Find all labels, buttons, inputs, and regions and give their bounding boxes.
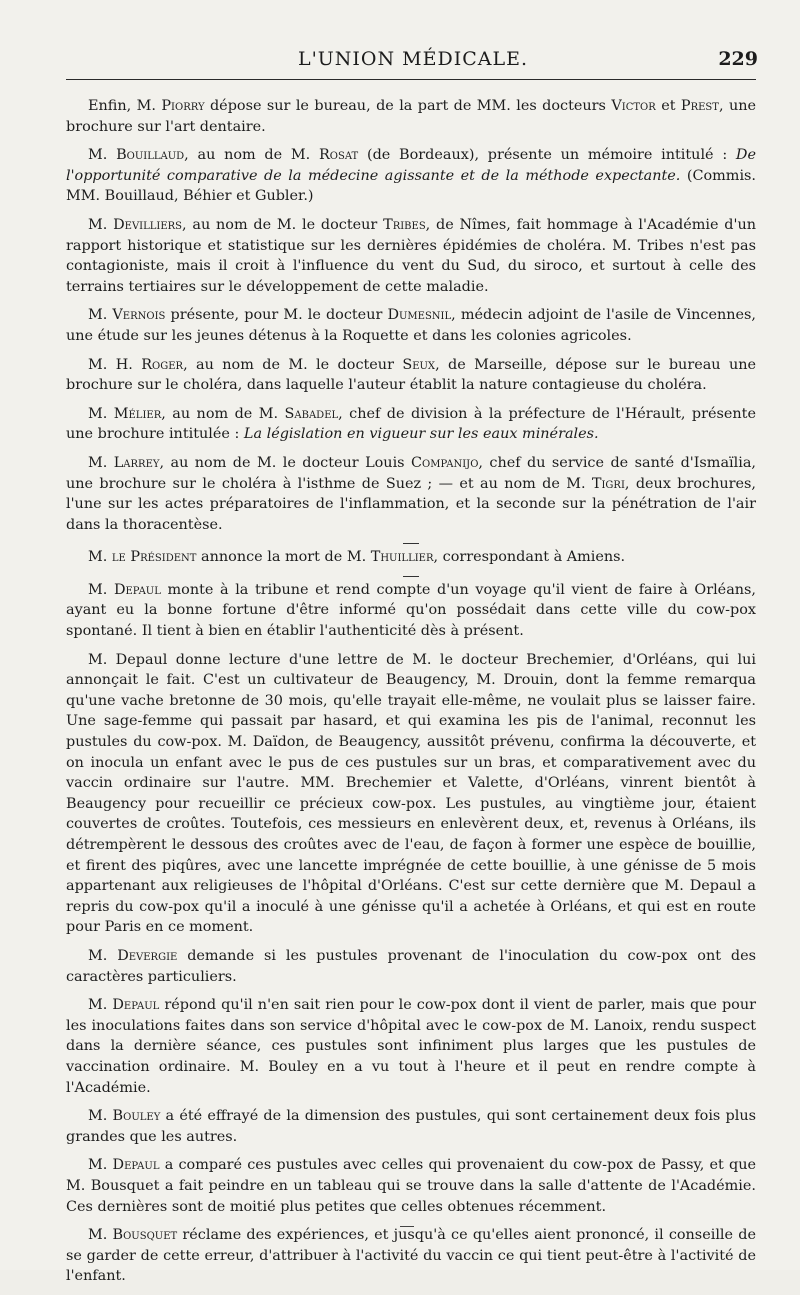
text-segment: , au nom de M. le docteur Louis: [159, 454, 411, 471]
text-segment: et: [655, 98, 681, 114]
running-title: L'UNION MÉDICALE.: [297, 48, 529, 70]
header-rule: [66, 79, 756, 80]
paragraph-p6: [66, 404, 756, 445]
italic-title: De l'opportunité comparative de la médecine agissante et de la méthode expectante.: [66, 147, 756, 184]
text-segment: , de Marseille, dépose sur le bureau une brochure sur le choléra, dans laquelle l'auteur établit la nature contagieuse du choléra.: [66, 356, 757, 394]
person-name: Devilliers: [113, 216, 183, 233]
person-name: le Président: [111, 549, 197, 566]
text-segment: , chef de division à la préfecture de l'Hérault, présente une brochure intitulée :: [66, 405, 756, 443]
text-segment: M.: [88, 549, 112, 566]
text-segment: répond qu'il n'en sait rien pour le cow-pox dont il vient de parler, mais que pour les inoculations faites dans son service d'hôpital avec le cow-pox de M. Lanoix, rendu suspect dans la dernière séance, ces pustules sont infiniment plus larges que les pustules de vaccination ordinaire. M. Bouley en a vu tout à l'heure et il peut en rendre compte à l'Académie.: [66, 997, 756, 1096]
text-segment: , au nom de M. le docteur: [182, 216, 384, 233]
person-name: Prest: [680, 98, 719, 114]
person-name: Bousquet: [112, 1227, 178, 1244]
text-segment: , deux brochures, l'une sur les actes préparatoires de l'inflammation, et la seconde sur la pénétration de l'air dans la thoracentèse.: [66, 475, 756, 533]
paragraph-p8: [66, 547, 756, 568]
paragraph-p13: [66, 1106, 756, 1147]
text-segment: M. Depaul donne lecture d'une lettre de M. le docteur Brechemier, d'Orléans, qui lui annonçait le fait. C'est un cultivateur de Beaugency, M. Drouin, dont la femme remarqua qu'une vache bretonne de 30 mois, qu'elle trayait elle-même, ne voulait plus se laisser faire. Une sage-femme qui passait par hasard, et qui examina les pis de l'animal, reconnut les pustules du cow-pox. M. Daïdon, de Beaugency, aussitôt prévenu, confirma la découverte, et on inocula un enfant avec le pus de ces pustules sur un bras, et comparativement avec du vaccin ordinaire sur l'autre. MM. Brechemier et Valette, d'Orléans, vinrent bientôt à Beaugency pour recueillir ce précieux cow-pox. Les pustules, au vingtième jour, étaient couvertes de croûtes. Toutefois, ces messieurs en enlevèrent deux, et, revenus à Orléans, ils détrempèrent le dessous des croûtes avec de l'eau, de façon à former une espèce de bouillie, et firent des piqûres, avec une lancette imprégnée de cette bouillie, à une génisse de 5 mois appartenant aux religieuses de l'hôpital d'Orléans. C'est sur cette dernière que M. Depaul a repris du cow-pox qu'il a inoculé à une génisse qu'il a achetée à Orléans, et qui est en route pour Paris en ce moment.: [66, 651, 756, 936]
text-segment: (de Bordeaux), présente un mémoire intitulé :: [358, 147, 736, 164]
person-name: Rosat: [318, 147, 359, 164]
text-segment: M.: [88, 1157, 113, 1174]
text-segment: , correspondant à Amiens.: [433, 549, 626, 566]
person-name: Piorry: [161, 98, 205, 114]
text-segment: M.: [88, 405, 114, 422]
page-number: 229: [718, 48, 758, 70]
person-name: Seux: [402, 356, 436, 373]
person-name: Tribes: [383, 216, 426, 233]
person-name: Larrey: [113, 454, 160, 471]
paragraph-p4: [66, 305, 756, 346]
paragraph-p2: [66, 145, 756, 207]
person-name: Sabadel: [284, 405, 339, 422]
text-segment: réclame des expériences, et jusqu'à ce qu'elles aient prononcé, il conseille de se garder de cette erreur, d'attribuer à l'activité du vaccin ce qui tient peut-être à l'activité de l'enfant.: [66, 1227, 756, 1285]
text-segment: M.: [88, 307, 113, 324]
person-name: Vernois: [112, 307, 166, 324]
person-name: Depaul: [112, 1157, 160, 1174]
text-segment: M.: [88, 216, 114, 233]
text-segment: M.: [88, 454, 114, 471]
person-name: Tigri: [591, 475, 625, 492]
text-segment: dépose sur le bureau, de la part de MM. les docteurs: [204, 98, 612, 114]
paragraph-p1: [66, 96, 756, 137]
person-name: Roger: [141, 356, 184, 373]
paragraph-p9: [66, 580, 756, 642]
text-segment: , chef du service de santé d'Ismaïlia, une brochure sur le choléra à l'isthme de Suez ; — et au nom de M.: [66, 454, 756, 492]
text-segment: M.: [88, 997, 113, 1014]
text-segment: monte à la tribune et rend compte d'un voyage qu'il vient de faire à Orléans, ayant eu la bonne fortune d'être informé qu'on possédait dans cette ville du cow-pox spontané. Il tient à bien en établir l'authenticité dès à présent.: [66, 581, 757, 640]
text-segment: M.: [88, 947, 118, 964]
italic-title: La législation en vigueur sur les eaux minérales.: [243, 426, 599, 443]
person-name: Bouley: [112, 1108, 161, 1125]
bottom-mark: [400, 1226, 414, 1227]
text-segment: , au nom de M.: [161, 405, 285, 422]
person-name: Depaul: [113, 581, 161, 598]
text-segment: M.: [88, 581, 114, 598]
person-name: Depaul: [112, 997, 160, 1014]
text-segment: M. H.: [88, 356, 142, 373]
text-segment: , au nom de M. le docteur: [183, 356, 403, 373]
text-segment: , médecin adjoint de l'asile de Vincennes, une étude sur les jeunes détenus à la Roquette et dans les colonies agricoles.: [66, 307, 756, 344]
text-segment: (Commis. MM. Bouillaud, Béhier et Gubler.): [66, 167, 757, 205]
section-separator: [403, 543, 419, 544]
person-name: Companijo: [411, 454, 479, 471]
text-segment: , une brochure sur l'art dentaire.: [66, 98, 756, 135]
text-segment: présente, pour M. le docteur: [165, 307, 388, 324]
person-name: Thuillier: [370, 549, 434, 566]
text-segment: M.: [88, 147, 117, 164]
paragraph-p12: [66, 995, 756, 1098]
text-segment: M.: [88, 1227, 113, 1244]
paragraph-p11: [66, 946, 756, 987]
text-segment: Enfin, M.: [88, 98, 162, 114]
person-name: Mélier: [113, 405, 162, 422]
paragraph-p15: [66, 1225, 756, 1287]
page-header: [66, 44, 760, 80]
text-segment: M.: [88, 1108, 113, 1125]
text-segment: a été effrayé de la dimension des pustules, qui sont certainement deux fois plus grandes que les autres.: [66, 1108, 757, 1145]
paragraph-p14: [66, 1155, 756, 1217]
person-name: Victor: [611, 98, 656, 114]
paragraph-p5: [66, 355, 756, 396]
paragraph-p10: [66, 650, 756, 938]
section-separator: [403, 576, 419, 577]
text-segment: a comparé ces pustules avec celles qui provenaient du cow-pox de Passy, et que M. Bousquet a fait peindre en un tableau qui se trouve dans la salle d'attente de l'Académie. Ces dernières sont de moitié plus petites que celles obtenues récemment.: [66, 1157, 756, 1215]
text-segment: annonce la mort de M.: [196, 549, 371, 566]
person-name: Bouillaud: [116, 147, 185, 164]
paragraph-p7: [66, 453, 756, 535]
paragraph-p3: [66, 215, 756, 297]
text-segment: , de Nîmes, fait hommage à l'Académie d'un rapport historique et statistique sur les dernières épidémies de choléra. M. Tribes n'est pas contagioniste, mais il croit à l'influence du vent du Sud, du siroco, et surtout à celle des terrains tertiaires sur le développement de cette maladie.: [66, 216, 756, 295]
article-body: [66, 96, 756, 1295]
text-segment: , au nom de M.: [184, 147, 319, 164]
person-name: Devergie: [117, 947, 178, 964]
text-segment: demande si les pustules provenant de l'inoculation du cow-pox ont des caractères particuliers.: [66, 947, 756, 985]
person-name: Dumesnil: [387, 307, 452, 324]
